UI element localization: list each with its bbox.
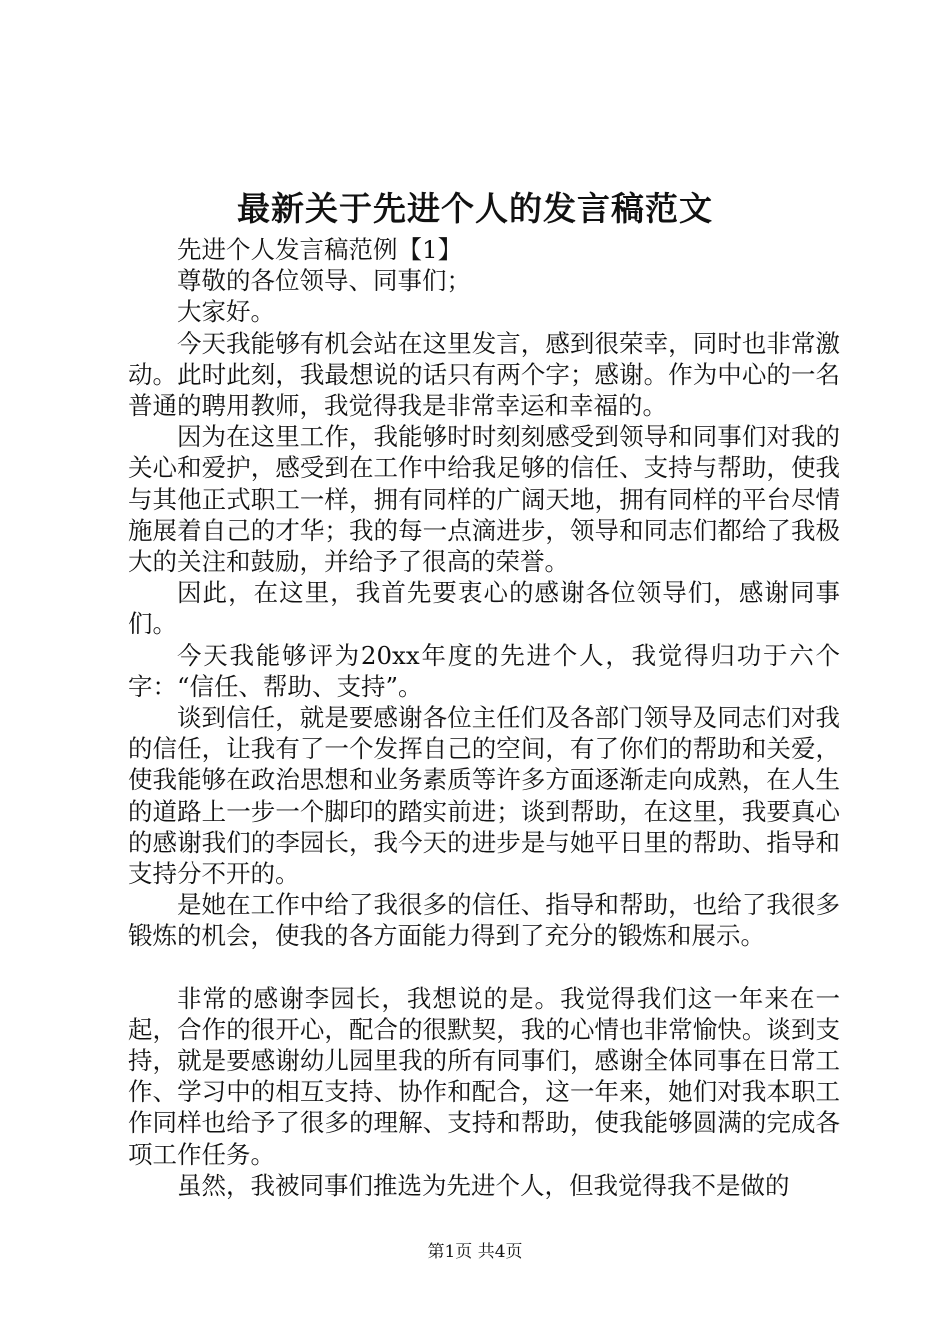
paragraph-11: 虽然，我被同事们推选为先进个人，但我觉得我不是做的 bbox=[177, 1170, 790, 1200]
paragraph-2: 尊敬的各位领导、同事们； bbox=[177, 266, 471, 296]
paragraph-9: 是她在工作中给了我很多的信任、指导和帮助，也给了我很多锻炼的机会，使我的各方面能力得到了充分的锻炼和展示。 bbox=[128, 890, 840, 951]
page-number: 第1页 共4页 bbox=[427, 1242, 523, 1262]
paragraph-1: 先进个人发言稿范例【1】 bbox=[177, 235, 463, 264]
paragraph-8: 谈到信任，就是要感谢各位主任们及各部门领导及同志们对我的信任，让我有了一个发挥自己的空间，有了你们的帮助和关爱，使我能够在政治思想和业务素质等许多方面逐渐走向成熟，在人生的道路上一步一个脚印的踏实前进；谈到帮助，在这里，我要真心的感谢我们的李园长，我今天的进步是与她平日里的帮助、指导和支持分不开的。 bbox=[128, 703, 840, 889]
paragraph-5: 因为在这里工作，我能够时时刻刻感受到领导和同事们对我的关心和爱护，感受到在工作中给我足够的信任、支持与帮助，使我与其他正式职工一样，拥有同样的广阔天地，拥有同样的平台尽情施展着自己的才华；我的每一点滴进步，领导和同志们都给了我极大的关注和鼓励，并给予了很高的荣誉。 bbox=[128, 422, 840, 577]
document-body bbox=[128, 234, 840, 1201]
paragraph-7: 今天我能够评为20xx年度的先进个人，我觉得归功于六个字：“信任、帮助、支持”。 bbox=[128, 640, 840, 701]
paragraph-10: 非常的感谢李园长，我想说的是。我觉得我们这一年来在一起，合作的很开心，配合的很默契，我的心情也非常愉快。谈到支持，就是要感谢幼儿园里我的所有同事们，感谢全体同事在日常工作、学习中的相互支持、协作和配合，这一年来，她们对我本职工作同样也给予了很多的理解、支持和帮助，使我能够圆满的完成各项工作任务。 bbox=[128, 983, 840, 1169]
paragraph-3: 大家好。 bbox=[177, 297, 275, 327]
paragraph-4: 今天我能够有机会站在这里发言，感到很荣幸，同时也非常激动。此时此刻，我最想说的话只有两个字；感谢。作为中心的一名普通的聘用教师，我觉得我是非常幸运和幸福的。 bbox=[128, 328, 840, 421]
document-title: 最新关于先进个人的发言稿范文 bbox=[237, 189, 713, 228]
paragraph-6: 因此，在这里，我首先要衷心的感谢各位领导们，感谢同事们。 bbox=[128, 578, 840, 639]
